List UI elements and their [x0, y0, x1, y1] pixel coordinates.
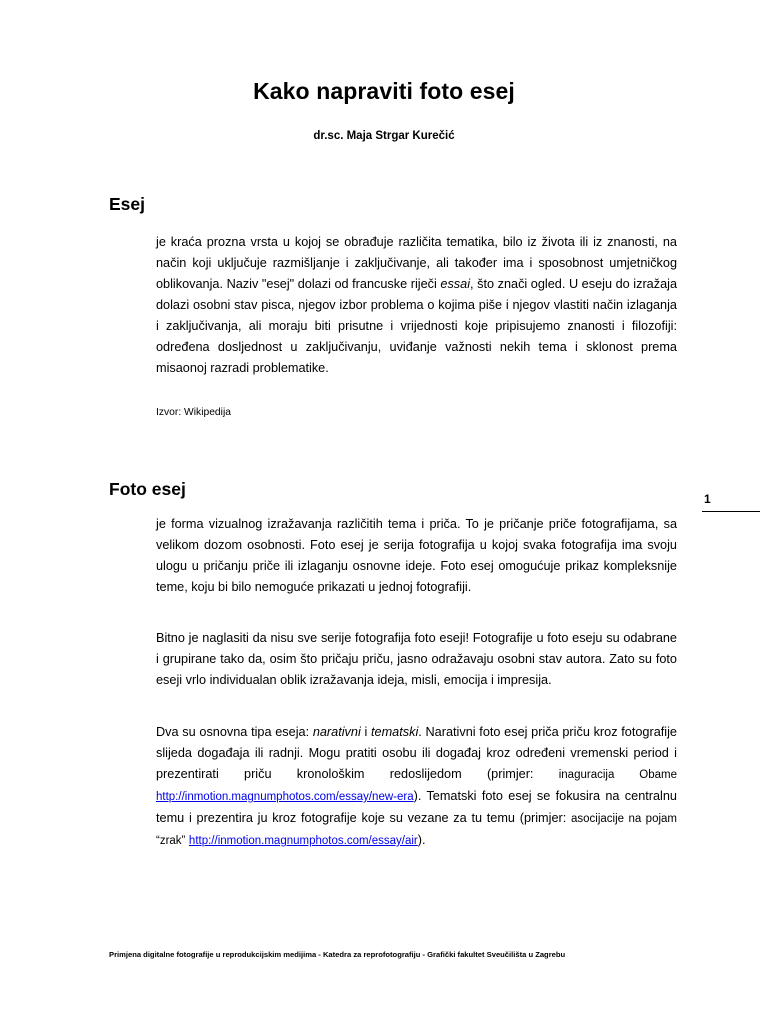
example-label-zrak: asocijacije na pojam “zrak”	[156, 813, 677, 847]
example-label-obama: inaguracija Obame	[558, 769, 677, 781]
italic-term: essai	[440, 277, 471, 291]
link-air[interactable]: http://inmotion.magnumphotos.com/essay/air	[188, 835, 418, 847]
page-number-rule	[702, 511, 760, 512]
italic-term-tematski: tematski	[371, 725, 419, 739]
page-number: 1	[704, 492, 711, 506]
italic-term-narativni: narativni	[312, 725, 361, 739]
text-run: je kraća prozna vrsta u kojoj se obrađuje različita tematika, bilo iz života ili iz znanosti, na način koji uključuje razmišljanje i zaključivanje, ali također ima i sposobnost umjetničkog oblikovanja. Naziv "esej" dolazi od francuske riječi	[156, 235, 677, 291]
document-title: Kako napraviti foto esej	[253, 78, 515, 104]
esej-definition-paragraph	[156, 232, 677, 379]
text-run: . Narativni foto esej priča priču kroz fotografije slijeda događaja ili radnji. Mogu pratiti osobu ili događaj kroz određeni vremenski period i prezentirati priču kronološkim redoslijedom (primjer:	[156, 725, 677, 781]
section-heading-esej: Esej	[109, 194, 145, 214]
essay-types-paragraph	[156, 722, 677, 852]
text-run: , što znači ogled. U eseju do izražaja dolazi osobni stav pisca, njegov izbor problema o kojima piše i njegov vlastiti način izlaganja i zaključivanja, ali moraju biti prisutne i vrijednosti koje pripisujemo znanosti i filozofiji: određena dosljednost u zaključivanju, uviđanje važnosti nekih tema i sklonost prema misaonoj razradi problematike.	[156, 277, 677, 375]
foto-esej-note-paragraph: Bitno je naglasiti da nisu sve serije fotografija foto eseji! Fotografije u foto eseju su odabrane i grupirane tako da, osim što pričaju priču, jasno odražavaju osobni stav autora. Zato su foto eseji vrlo individualan oblik izražavanja ideja, misli, emocija i impresija.	[156, 631, 677, 687]
text-run: Dva su osnovna tipa eseja:	[156, 725, 313, 739]
text-run: i	[360, 725, 372, 739]
section-heading-foto-esej: Foto esej	[109, 479, 186, 499]
text-run: ).	[417, 833, 426, 847]
text-run: ). Tematski foto esej se fokusira na centralnu temu i prezentira ju kroz fotografije koje su vezane za tu temu (primjer:	[156, 789, 677, 825]
source-citation: Izvor: Wikipedija	[156, 407, 231, 418]
link-new-era[interactable]: http://inmotion.magnumphotos.com/essay/new-era	[156, 791, 414, 803]
page-footer: Primjena digitalne fotografije u reprodukcijskim medijima - Katedra za reprofotografiju - Grafički fakultet Sveučilišta u Zagrebu	[109, 950, 566, 959]
document-author: dr.sc. Maja Strgar Kurečić	[313, 130, 455, 142]
foto-esej-definition-paragraph: je forma vizualnog izražavanja različitih tema i priča. To je pričanje priče fotografijama, sa velikom dozom osobnosti. Foto esej je serija fotografija u kojoj svaka fotografija ima svoju ulogu u pričanju priče ili izlaganju osnovne ideje. Foto esej omogućuje prikaz kompleksnije teme, koju bi bilo nemoguće prikazati u jednoj fotografiji.	[156, 517, 677, 594]
